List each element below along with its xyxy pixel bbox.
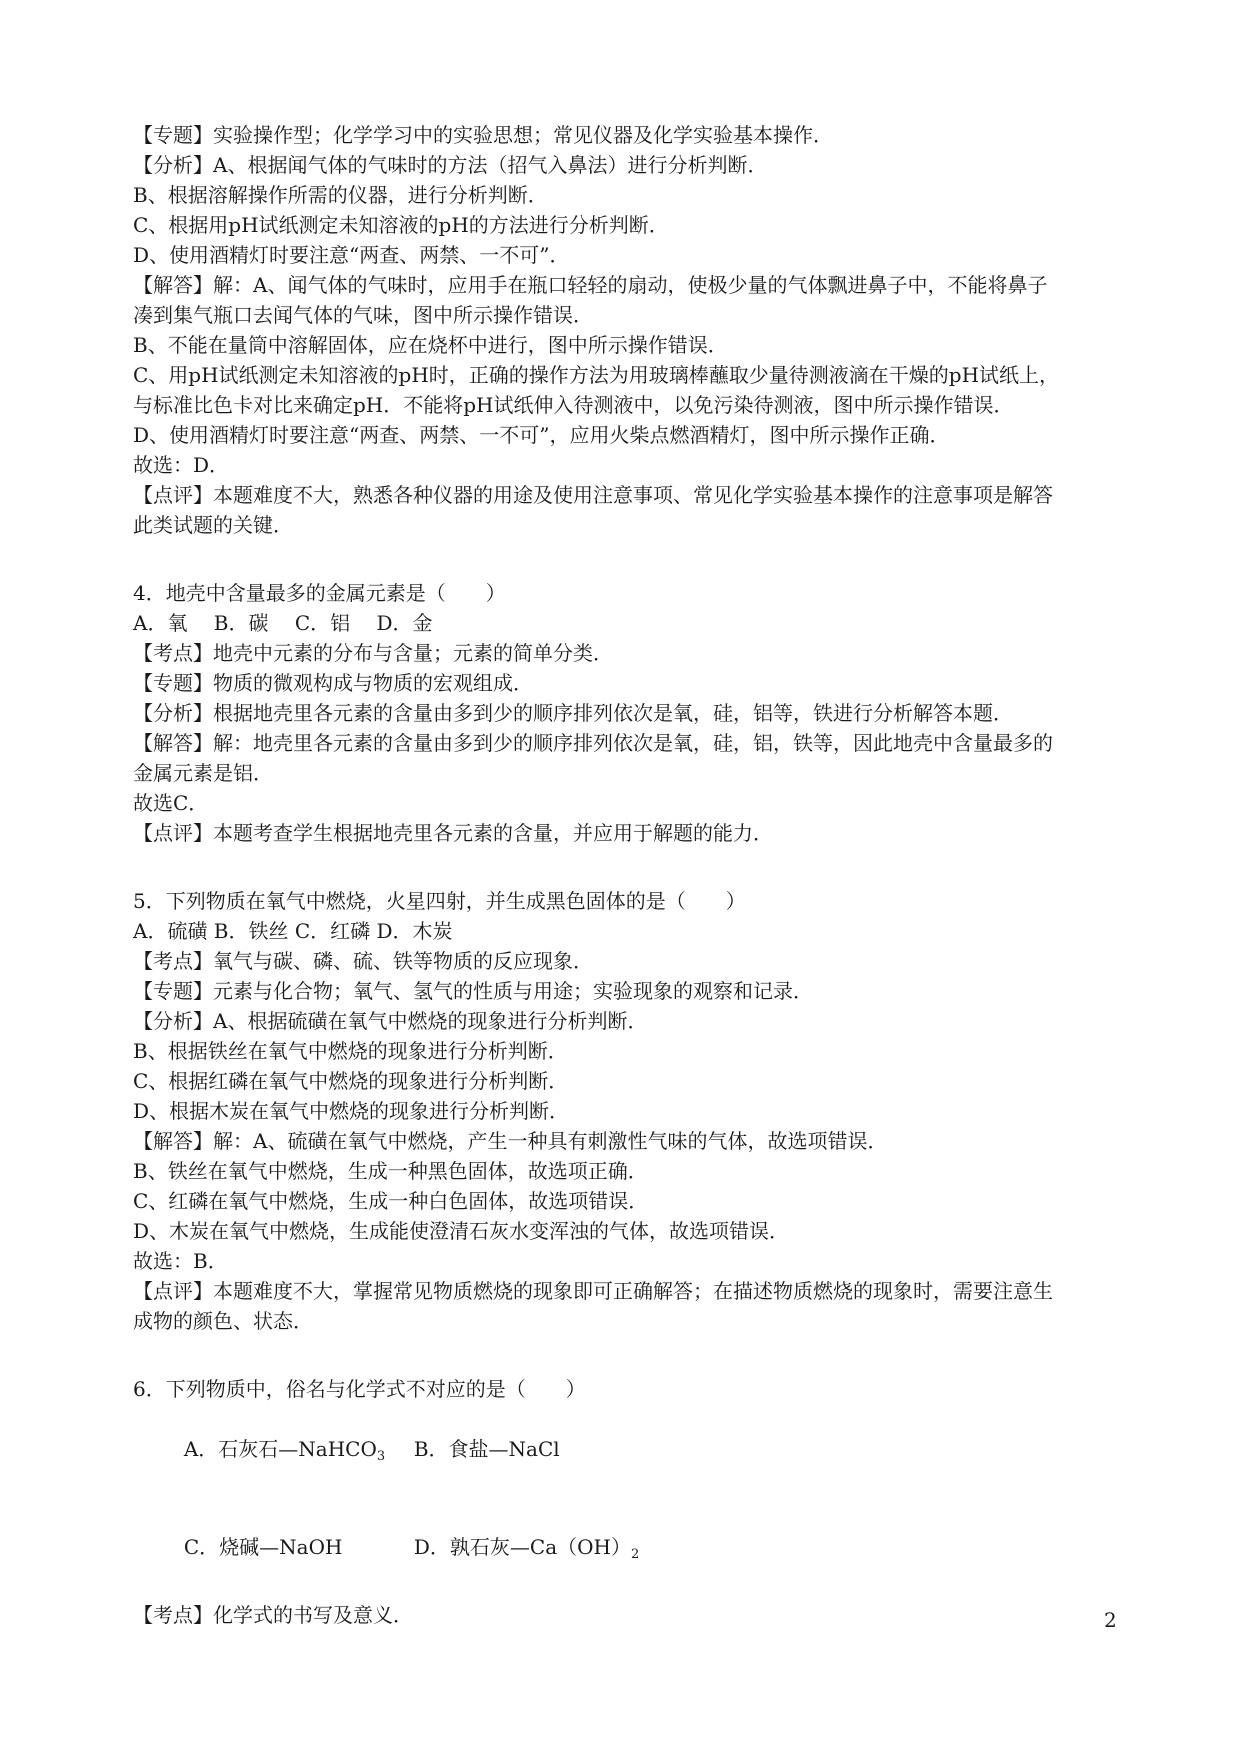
- option-a-subscript: 3: [376, 1449, 386, 1464]
- option-a: [184, 1434, 414, 1472]
- question-5: [133, 886, 1123, 1336]
- text-line: 【专题】物质的微观构成与物质的宏观组成．: [133, 671, 533, 695]
- text-line: 【考点】化学式的书写及意义．: [133, 1603, 413, 1627]
- text-line: 此类试题的关键．: [133, 513, 293, 537]
- option-a-text: A．石灰石—NaHCO: [183, 1437, 377, 1461]
- text-line: 【分析】A、根据闻气体的气味时的方法（招气入鼻法）进行分析判断．: [133, 153, 768, 177]
- text-line: 【专题】元素与化合物；氧气、氢气的性质与用途；实验现象的观察和记录．: [133, 979, 813, 1003]
- option-c: C．烧碱—NaOH: [183, 1535, 343, 1559]
- text-line: 【解答】解：地壳里各元素的含量由多到少的顺序排列依次是氧，硅，铝，铁等，因此地壳中含量最多的: [133, 731, 1053, 755]
- text-line: 与标准比色卡对比来确定pH．不能将pH试纸伸入待测液中，以免污染待测液，图中所示操作错误．: [133, 393, 1014, 417]
- text-line: B、根据溶解操作所需的仪器，进行分析判断．: [133, 183, 548, 207]
- option-b: B．食盐—NaCl: [413, 1437, 560, 1461]
- option-d-text: D．孰石灰—Ca（OH）: [413, 1535, 631, 1559]
- text-line: B、根据铁丝在氧气中燃烧的现象进行分析判断．: [133, 1039, 568, 1063]
- question-6: [133, 1374, 1123, 1630]
- question-3-tail: [133, 120, 1123, 540]
- text-line: 【分析】根据地壳里各元素的含量由多到少的顺序排列依次是氧，硅，铝等，铁进行分析解答本题．: [133, 701, 1013, 725]
- text-line: D、使用酒精灯时要注意“两查、两禁、一不可”．: [133, 243, 570, 267]
- spacer: [133, 1336, 1123, 1374]
- text-line: 【考点】氧气与碳、磷、硫、铁等物质的反应现象．: [133, 949, 593, 973]
- text-line: 故选：B．: [133, 1249, 228, 1273]
- text-line: 金属元素是铝．: [133, 761, 273, 785]
- text-line: 成物的颜色、状态．: [133, 1309, 313, 1333]
- text-line: 凑到集气瓶口去闻气体的气味，图中所示操作错误．: [133, 303, 593, 327]
- text-line: 【点评】本题考查学生根据地壳里各元素的含量，并应用于解题的能力．: [133, 821, 773, 845]
- text-line: D、根据木炭在氧气中燃烧的现象进行分析判断．: [133, 1099, 570, 1123]
- page-number: 2: [1104, 1608, 1117, 1632]
- text-line: 故选：D．: [133, 453, 230, 477]
- text-line: 【解答】解：A、硫磺在氧气中燃烧，产生一种具有刺激性气味的气体，故选项错误．: [133, 1129, 888, 1153]
- text-line: 【专题】实验操作型；化学学习中的实验思想；常见仪器及化学实验基本操作．: [133, 123, 833, 147]
- page-content: [133, 120, 1123, 1630]
- question-stem: 5．下列物质在氧气中燃烧，火星四射，并生成黑色固体的是（ ）: [133, 889, 746, 913]
- question-stem: 4．地壳中含量最多的金属元素是（ ）: [133, 581, 506, 605]
- text-line: 【解答】解：A、闻气体的气味时，应用手在瓶口轻轻的扇动，使极少量的气体飘进鼻子中，不能将鼻子: [133, 273, 1048, 297]
- text-line: 故选C．: [133, 791, 209, 815]
- question-options: A．氧 B．碳 C．铝 D．金: [133, 611, 433, 635]
- text-line: C、红磷在氧气中燃烧，生成一种白色固体，故选项错误．: [133, 1189, 649, 1213]
- text-line: D、使用酒精灯时要注意“两查、两禁、一不可”，应用火柴点燃酒精灯，图中所示操作正确．: [133, 423, 950, 447]
- options-row-2: [133, 1502, 1123, 1600]
- text-line: B、铁丝在氧气中燃烧，生成一种黑色固体，故选项正确．: [133, 1159, 648, 1183]
- question-options: A．硫磺 B．铁丝 C．红磷 D．木炭: [133, 919, 453, 943]
- text-line: 【点评】本题难度不大，掌握常见物质燃烧的现象即可正确解答；在描述物质燃烧的现象时，需要注意生: [133, 1279, 1053, 1303]
- question-stem: 6．下列物质中，俗名与化学式不对应的是（ ）: [133, 1377, 586, 1401]
- text-line: D、木炭在氧气中燃烧，生成能使澄清石灰水变浑浊的气体，故选项错误．: [133, 1219, 790, 1243]
- option-d-subscript: 2: [630, 1547, 640, 1562]
- spacer: [133, 540, 1123, 578]
- option-d: [414, 1532, 639, 1570]
- text-line: 【点评】本题难度不大，熟悉各种仪器的用途及使用注意事项、常见化学实验基本操作的注意事项是解答: [133, 483, 1053, 507]
- spacer: [133, 848, 1123, 886]
- text-line: 【分析】A、根据硫磺在氧气中燃烧的现象进行分析判断．: [133, 1009, 648, 1033]
- text-line: 【考点】地壳中元素的分布与含量；元素的简单分类．: [133, 641, 613, 665]
- text-line: C、根据用pH试纸测定未知溶液的pH的方法进行分析判断．: [133, 213, 669, 237]
- text-line: C、用pH试纸测定未知溶液的pH时，正确的操作方法为用玻璃棒蘸取少量待测液滴在干燥的pH试纸上，: [133, 363, 1060, 387]
- question-4: [133, 578, 1123, 848]
- text-line: B、不能在量筒中溶解固体，应在烧杯中进行，图中所示操作错误．: [133, 333, 728, 357]
- options-row-1: [133, 1404, 1123, 1502]
- text-line: C、根据红磷在氧气中燃烧的现象进行分析判断．: [133, 1069, 569, 1093]
